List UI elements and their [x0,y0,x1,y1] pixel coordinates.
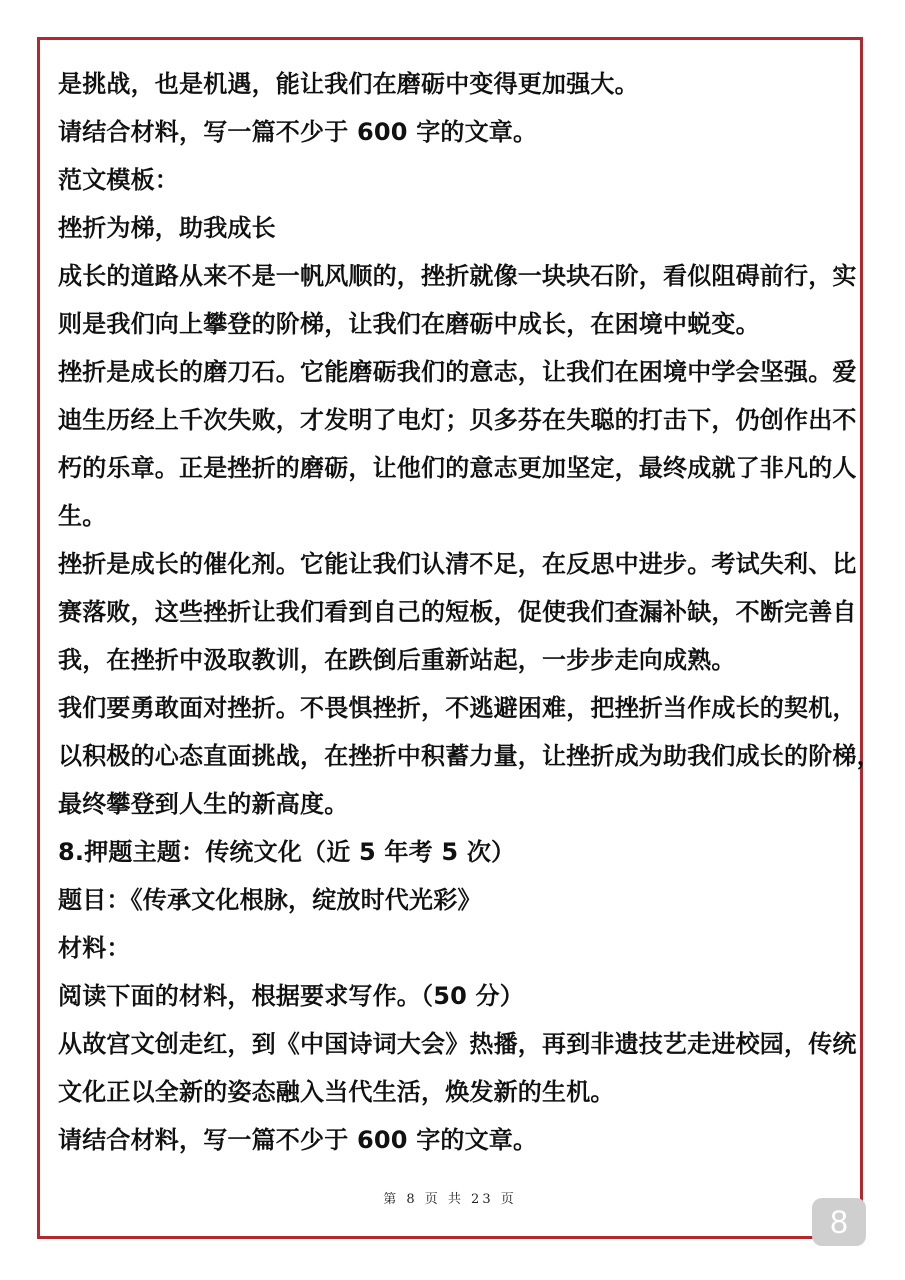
text-line: 是挑战，也是机遇，能让我们在磨砺中变得更加强大。 [58,70,639,98]
text-line: 迪生历经上千次失败，才发明了电灯；贝多芬在失聪的打击下，仍创作出不 [58,406,857,434]
text-line: 生。 [58,502,107,530]
text-line: 范文模板： [58,166,179,194]
section-heading: 8.押题主题：传统文化（近 5 年考 5 次） [58,838,516,866]
document-body [58,60,881,1164]
text-line: 赛落败，这些挫折让我们看到自己的短板，促使我们查漏补缺，不断完善自 [58,598,857,626]
text-line: 挫折是成长的磨刀石。它能磨砺我们的意志，让我们在困境中学会坚强。爱 [58,358,857,386]
text-line: 请结合材料，写一篇不少于 600 字的文章。 [58,1126,538,1154]
text-line: 以积极的心态直面挑战，在挫折中积蓄力量，让挫折成为助我们成长的阶梯， [58,742,881,770]
text-line: 则是我们向上攀登的阶梯，让我们在磨砺中成长，在困境中蜕变。 [58,310,760,338]
text-line: 材料： [58,934,131,962]
text-line: 文化正以全新的姿态融入当代生活，焕发新的生机。 [58,1078,615,1106]
text-line: 我，在挫折中汲取教训，在跌倒后重新站起，一步步走向成熟。 [58,646,736,674]
text-line: 阅读下面的材料，根据要求写作。（50 分） [58,982,524,1010]
text-line: 题目：《传承文化根脉，绽放时代光彩》 [58,886,482,914]
essay-title: 挫折为梯，助我成长 [58,214,276,242]
page-frame [37,37,881,1239]
text-line: 最终攀登到人生的新高度。 [58,790,349,818]
page-footer: 第 8 页 共 23 页 [383,1192,517,1207]
text-line: 成长的道路从来不是一帆风顺的，挫折就像一块块石阶，看似阻碍前行，实 [58,262,857,290]
text-line: 朽的乐章。正是挫折的磨砺，让他们的意志更加坚定，最终成就了非凡的人 [58,454,857,482]
text-line: 挫折是成长的催化剂。它能让我们认清不足，在反思中进步。考试失利、比 [58,550,857,578]
text-line: 从故宫文创走红，到《中国诗词大会》热播，再到非遗技艺走进校园，传统 [58,1030,857,1058]
text-line: 我们要勇敢面对挫折。不畏惧挫折，不逃避困难，把挫折当作成长的契机， [58,694,857,722]
text-line: 请结合材料，写一篇不少于 600 字的文章。 [58,118,538,146]
page-number-badge: 8 [812,1198,866,1246]
